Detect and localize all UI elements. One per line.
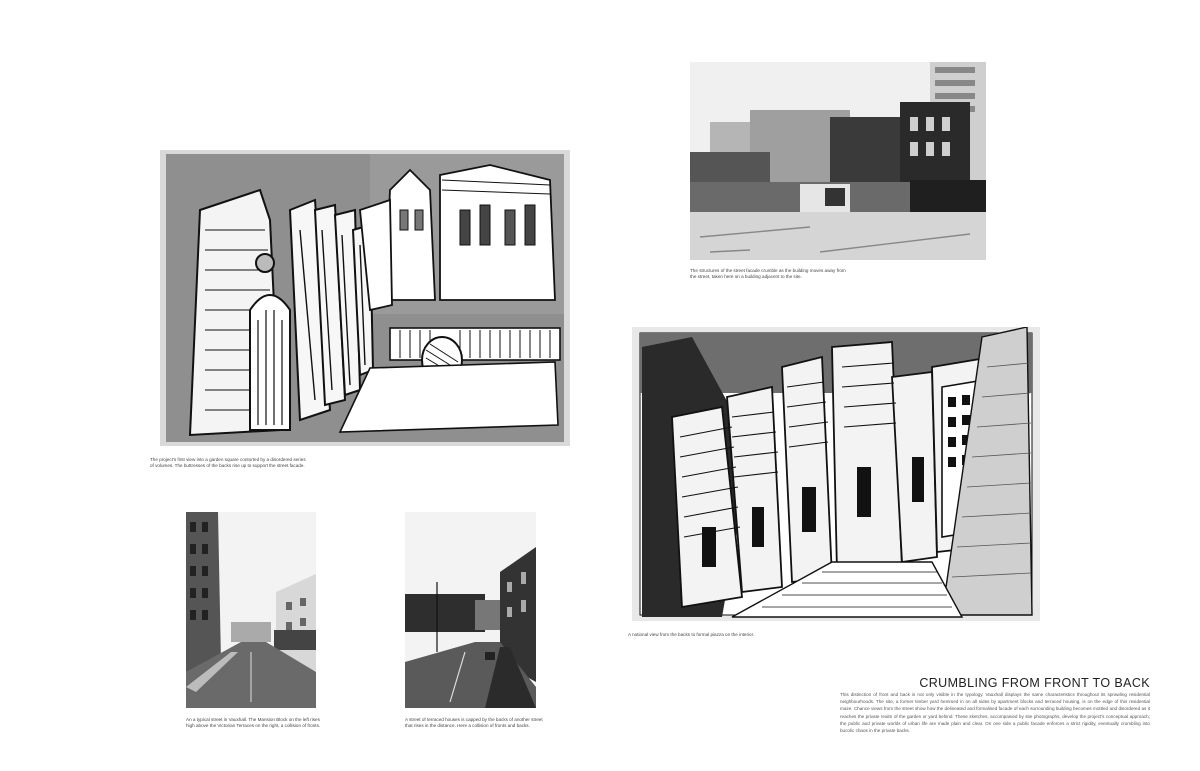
caption-vauxhall-street: An a typical street in Vauxhall. The Mansion Block on the left rises high above the Victorian Terraces on the right, a collision of fronts. — [186, 717, 321, 729]
caption-street-facade: The structures of the street facade crumble as the building moves away from the street, taken here on a building adjacent to the site. — [690, 268, 846, 280]
sketch-notional-view — [632, 327, 1040, 621]
section-heading: CRUMBLING FROM FRONT TO BACK — [919, 676, 1150, 690]
caption-garden-square: The project's first view into a garden square contorted by a disordered series of volumes. The buttresses of the backs rise up to support the street facade. — [150, 457, 306, 469]
photo-vauxhall-street — [186, 512, 316, 708]
section-body: This distinction of front and back is not only visible in the typology. Vauxhall displays the same characteristics throughout its sprawling residential neighbourhoods. The site, a former timber yard hemmed in on all sides by apartment blocks and terraced housing, is on the edge of this residential maze. Chance views from the street show how the delineated and formalised facade of each surrounding building becomes mottled and disordered as it reaches the private realm of the garden or yard behind. These sketches, accompanied by site photographs, develop the project's conceptual approach; the public and private worlds of urban life are made plain and clear. On one side a public facade enforces a strict rigidity, eventually crumbling into bucolic chaos in the private backs. — [840, 692, 1150, 734]
caption-notional-view: A notional view from the backs to formal piazza on the interior. — [628, 632, 755, 637]
caption-terraced-houses: A street of terraced houses is capped by the backs of another street that rises in the distance. Here a collision of fronts and backs. — [405, 717, 543, 729]
photo-terraced-houses — [405, 512, 536, 708]
photo-street-facade — [690, 62, 986, 260]
sketch-garden-square — [160, 150, 570, 446]
